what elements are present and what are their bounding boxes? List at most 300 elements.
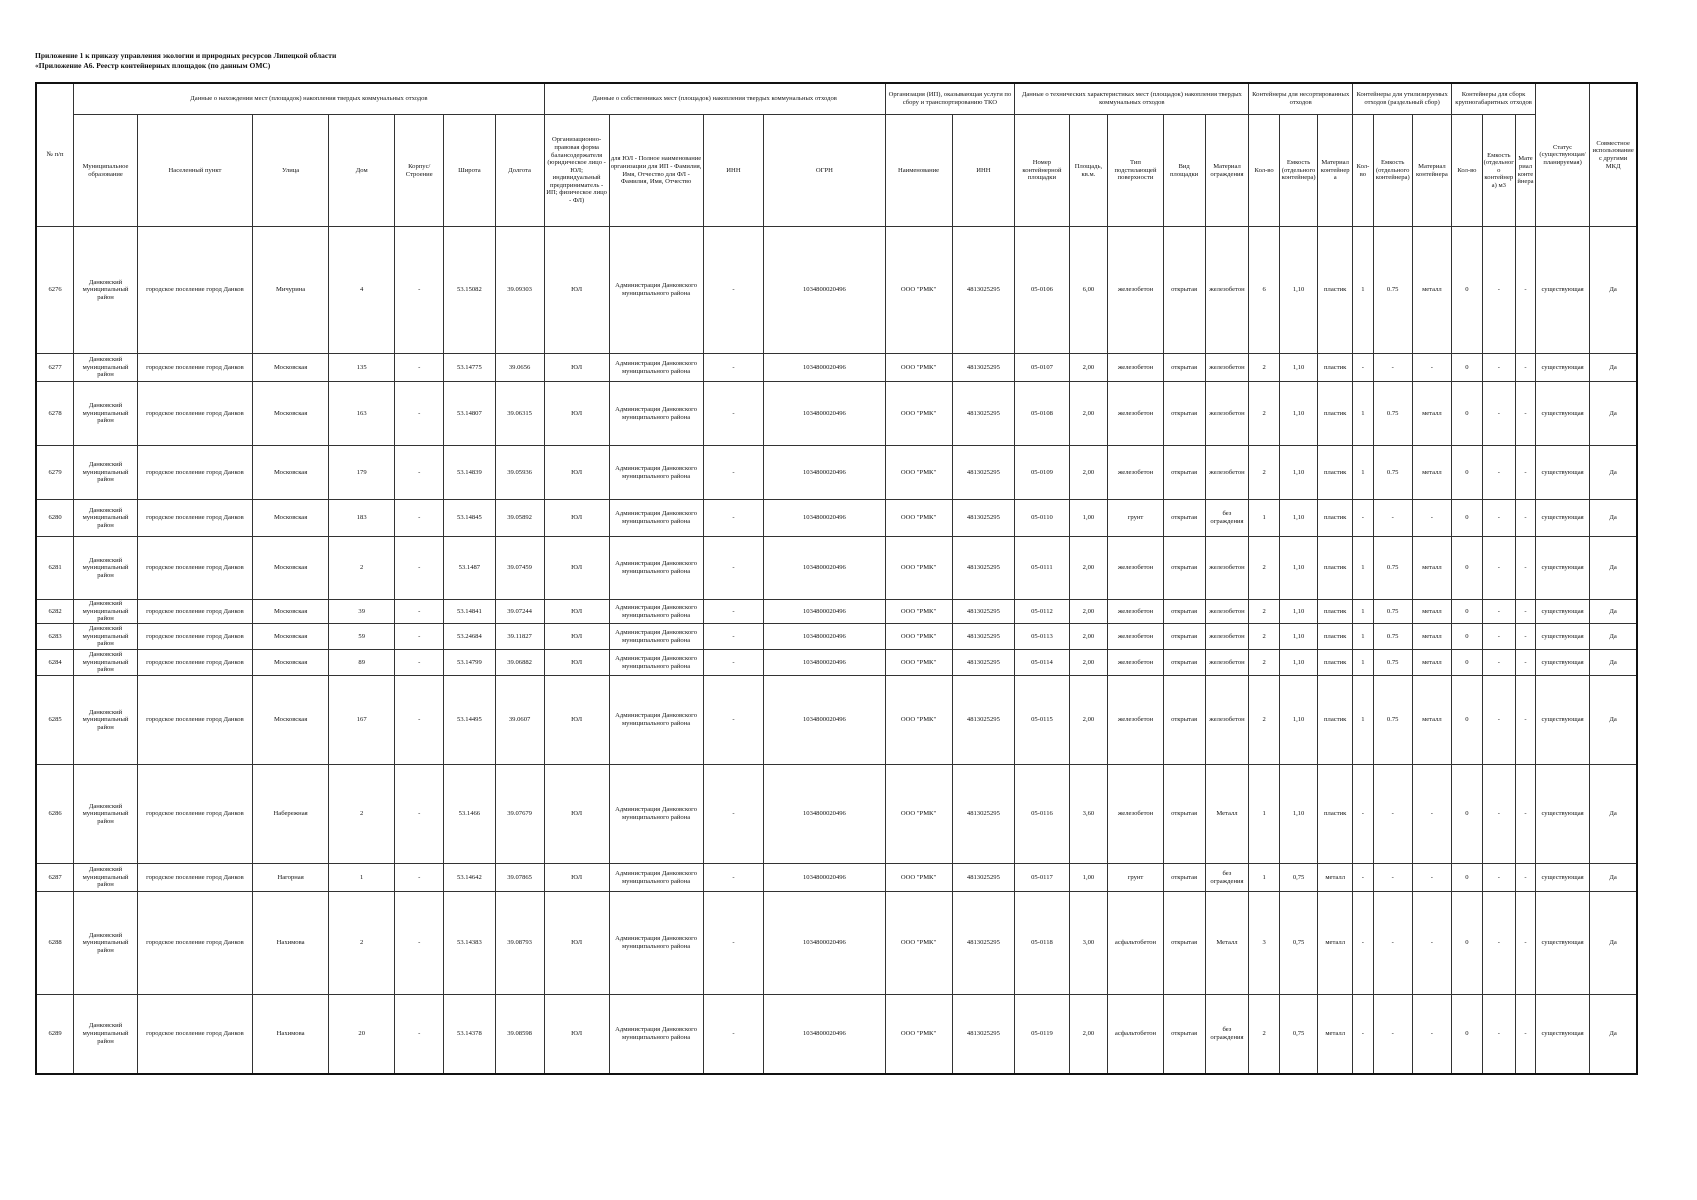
cell-bulky-qty: 0 [1452,995,1482,1074]
cell-status: существующая [1535,227,1589,354]
cell-owner-name: Администрация Данковского муниципального района [609,892,703,995]
cell-shared-use: Да [1590,227,1637,354]
cell-operator-name: ООО "РМК" [885,624,952,650]
cell-unsorted-qty: 1 [1249,864,1279,892]
cell-latitude: 53.14378 [444,995,495,1074]
cell-recycle-qty: 1 [1352,624,1373,650]
cell-owner-inn: - [703,676,764,765]
cell-recycle-qty: 1 [1352,600,1373,624]
header-bulky-group: Контейнеры для сборк крупногабаритных отходов [1452,83,1536,115]
cell-surface: железобетон [1108,537,1163,600]
cell-recycle-capacity: 0.75 [1373,446,1412,500]
cell-row-number: 6282 [36,600,74,624]
cell-recycle-capacity: - [1373,765,1412,864]
cell-area: 2,00 [1069,624,1108,650]
cell-status: существующая [1535,500,1589,537]
header-operator-inn: ИНН [952,115,1015,227]
cell-recycle-capacity: 0.75 [1373,227,1412,354]
cell-area: 2,00 [1069,446,1108,500]
cell-latitude: 53.24684 [444,624,495,650]
cell-shared-use: Да [1590,676,1637,765]
cell-shared-use: Да [1590,382,1637,446]
cell-site-number: 05-0106 [1015,227,1069,354]
header-street: Улица [252,115,328,227]
cell-house: 20 [329,995,395,1074]
cell-settlement: городское поселение город Данков [137,650,252,676]
cell-surface: железобетон [1108,382,1163,446]
cell-surface: железобетон [1108,624,1163,650]
cell-fence-material: железобетон [1205,227,1249,354]
cell-area: 2,00 [1069,600,1108,624]
cell-longitude: 39.05936 [495,446,544,500]
cell-recycle-qty: - [1352,864,1373,892]
header-owner-inn: ИНН [703,115,764,227]
cell-building: - [395,500,444,537]
cell-site-type: открытая [1163,864,1205,892]
cell-site-number: 05-0115 [1015,676,1069,765]
cell-status: существующая [1535,676,1589,765]
cell-site-number: 05-0116 [1015,765,1069,864]
cell-street: Мичурина [252,227,328,354]
cell-latitude: 53.14775 [444,354,495,382]
cell-status: существующая [1535,864,1589,892]
cell-bulky-qty: 0 [1452,624,1482,650]
cell-row-number: 6278 [36,382,74,446]
cell-bulky-qty: 0 [1452,676,1482,765]
cell-status: существующая [1535,995,1589,1074]
cell-ogrn: 1034800020496 [764,892,885,995]
cell-unsorted-material: пластик [1318,624,1353,650]
cell-status: существующая [1535,446,1589,500]
cell-longitude: 39.05892 [495,500,544,537]
cell-latitude: 53.14799 [444,650,495,676]
cell-municipality: Данковский муниципальный район [74,624,138,650]
header-location-group: Данные о нахождении мест (площадок) накопления твердых коммунальных отходов [74,83,545,115]
cell-house: 167 [329,676,395,765]
header-unsorted-group: Контейнеры для несортированных отходов [1249,83,1353,115]
cell-area: 1,00 [1069,864,1108,892]
cell-unsorted-capacity: 1,10 [1279,765,1318,864]
cell-ogrn: 1034800020496 [764,864,885,892]
table-row [36,354,1637,382]
cell-unsorted-capacity: 0,75 [1279,864,1318,892]
cell-municipality: Данковский муниципальный район [74,864,138,892]
cell-owner-name: Администрация Данковского муниципального района [609,227,703,354]
header-operator-name: Наименование [885,115,952,227]
cell-legal-form: ЮЛ [544,650,609,676]
cell-fence-material: без ограждения [1205,995,1249,1074]
cell-municipality: Данковский муниципальный район [74,500,138,537]
cell-bulky-material: - [1516,382,1536,446]
cell-owner-name: Администрация Данковского муниципального района [609,382,703,446]
cell-owner-inn: - [703,600,764,624]
cell-surface: асфальтобетон [1108,892,1163,995]
cell-site-number: 05-0119 [1015,995,1069,1074]
document-title-line-2: «Приложение А6. Реестр контейнерных площадок (по данным ОМС) [35,61,271,70]
cell-fence-material: железобетон [1205,624,1249,650]
cell-area: 2,00 [1069,382,1108,446]
cell-recycle-qty: 1 [1352,227,1373,354]
cell-owner-name: Администрация Данковского муниципального района [609,650,703,676]
cell-operator-name: ООО "РМК" [885,537,952,600]
cell-owner-name: Администрация Данковского муниципального района [609,537,703,600]
cell-ogrn: 1034800020496 [764,537,885,600]
cell-operator-name: ООО "РМК" [885,382,952,446]
table-row [36,995,1637,1074]
cell-operator-name: ООО "РМК" [885,765,952,864]
header-settlement: Населенный пункт [137,115,252,227]
cell-site-type: открытая [1163,650,1205,676]
cell-house: 4 [329,227,395,354]
table-row [36,892,1637,995]
cell-recycle-capacity: 0.75 [1373,600,1412,624]
header-site-number: Номер контейнерной площадки [1015,115,1069,227]
cell-bulky-material: - [1516,227,1536,354]
header-house: Дом [329,115,395,227]
cell-bulky-material: - [1516,676,1536,765]
table-row [36,864,1637,892]
cell-site-type: открытая [1163,382,1205,446]
cell-area: 2,00 [1069,676,1108,765]
cell-fence-material: железобетон [1205,600,1249,624]
cell-ogrn: 1034800020496 [764,600,885,624]
cell-ogrn: 1034800020496 [764,446,885,500]
header-bulky-material: Материал контейнера [1516,115,1536,227]
cell-site-type: открытая [1163,227,1205,354]
header-num: № п/п [36,83,74,227]
cell-unsorted-material: металл [1318,864,1353,892]
cell-owner-name: Администрация Данковского муниципального района [609,864,703,892]
cell-recycle-capacity: 0.75 [1373,676,1412,765]
cell-municipality: Данковский муниципальный район [74,892,138,995]
header-owner-group: Данные о собственниках мест (площадок) накопления твердых коммунальных отходов [544,83,885,115]
header-legal-form: Организационно-правовая форма балансодержателя (юридическое лицо - ЮЛ; индивидуальный предприниматель - ИП; физическое лицо - ФЛ) [544,115,609,227]
cell-unsorted-material: пластик [1318,600,1353,624]
cell-building: - [395,650,444,676]
header-surface: Тип подстилающей поверхности [1108,115,1163,227]
cell-operator-inn: 4813025295 [952,446,1015,500]
cell-bulky-material: - [1516,765,1536,864]
registry-body [36,227,1637,1074]
cell-unsorted-material: пластик [1318,676,1353,765]
cell-owner-inn: - [703,995,764,1074]
cell-site-type: открытая [1163,500,1205,537]
document-title [35,51,336,71]
cell-longitude: 39.07865 [495,864,544,892]
table-row [36,650,1637,676]
cell-operator-inn: 4813025295 [952,382,1015,446]
header-unsorted-capacity: Емкость (отдельного контейнера) [1279,115,1318,227]
cell-row-number: 6277 [36,354,74,382]
cell-surface: грунт [1108,500,1163,537]
cell-operator-inn: 4813025295 [952,995,1015,1074]
cell-site-number: 05-0113 [1015,624,1069,650]
cell-ogrn: 1034800020496 [764,676,885,765]
cell-bulky-qty: 0 [1452,765,1482,864]
cell-building: - [395,765,444,864]
cell-settlement: городское поселение город Данков [137,676,252,765]
cell-latitude: 53.14845 [444,500,495,537]
cell-operator-name: ООО "РМК" [885,600,952,624]
cell-status: существующая [1535,892,1589,995]
cell-status: существующая [1535,600,1589,624]
cell-latitude: 53.14642 [444,864,495,892]
header-recycle-qty: Кол-во [1352,115,1373,227]
cell-recycle-qty: - [1352,995,1373,1074]
cell-recycle-qty: - [1352,892,1373,995]
cell-longitude: 39.0607 [495,676,544,765]
cell-latitude: 53.14383 [444,892,495,995]
cell-bulky-qty: 0 [1452,650,1482,676]
cell-fence-material: Металл [1205,892,1249,995]
cell-unsorted-qty: 6 [1249,227,1279,354]
cell-operator-inn: 4813025295 [952,600,1015,624]
cell-street: Московская [252,650,328,676]
cell-fence-material: железобетон [1205,382,1249,446]
cell-bulky-qty: 0 [1452,227,1482,354]
cell-unsorted-qty: 2 [1249,354,1279,382]
header-bulky-qty: Кол-во [1452,115,1482,227]
cell-settlement: городское поселение город Данков [137,765,252,864]
cell-ogrn: 1034800020496 [764,765,885,864]
cell-ogrn: 1034800020496 [764,500,885,537]
cell-unsorted-material: металл [1318,995,1353,1074]
table-row [36,600,1637,624]
cell-unsorted-material: пластик [1318,500,1353,537]
cell-recycle-capacity: 0.75 [1373,382,1412,446]
cell-recycle-material: металл [1412,382,1452,446]
cell-fence-material: без ограждения [1205,500,1249,537]
cell-bulky-material: - [1516,500,1536,537]
cell-longitude: 39.09303 [495,227,544,354]
cell-bulky-qty: 0 [1452,500,1482,537]
cell-house: 1 [329,864,395,892]
cell-bulky-material: - [1516,864,1536,892]
header-site-type: Вид площадки [1163,115,1205,227]
cell-unsorted-material: пластик [1318,354,1353,382]
cell-longitude: 39.06882 [495,650,544,676]
cell-house: 2 [329,537,395,600]
cell-surface: железобетон [1108,354,1163,382]
cell-fence-material: железобетон [1205,676,1249,765]
cell-settlement: городское поселение город Данков [137,500,252,537]
cell-unsorted-qty: 2 [1249,446,1279,500]
table-row [36,446,1637,500]
cell-building: - [395,624,444,650]
cell-municipality: Данковский муниципальный район [74,995,138,1074]
cell-site-number: 05-0114 [1015,650,1069,676]
header-owner-name: для ЮЛ - Полное наименование организации для ИП - Фамилия, Имя, Отчество для ФЛ - Фамилия, Имя, Отчество [609,115,703,227]
cell-building: - [395,864,444,892]
header-unsorted-material: Материал контейнера [1318,115,1353,227]
cell-unsorted-qty: 2 [1249,676,1279,765]
cell-owner-name: Администрация Данковского муниципального района [609,354,703,382]
cell-settlement: городское поселение город Данков [137,446,252,500]
cell-owner-inn: - [703,500,764,537]
cell-bulky-capacity: - [1482,600,1515,624]
cell-shared-use: Да [1590,537,1637,600]
header-recycle-group: Контейнеры для утилизируемых отходов (раздельный сбор) [1352,83,1451,115]
cell-shared-use: Да [1590,650,1637,676]
cell-unsorted-capacity: 1,10 [1279,600,1318,624]
cell-owner-name: Администрация Данковского муниципального района [609,624,703,650]
container-sites-registry-table [35,82,1638,1075]
cell-building: - [395,446,444,500]
cell-bulky-capacity: - [1482,227,1515,354]
cell-settlement: городское поселение город Данков [137,354,252,382]
header-latitude: Широта [444,115,495,227]
cell-bulky-capacity: - [1482,537,1515,600]
cell-recycle-material: металл [1412,624,1452,650]
cell-row-number: 6288 [36,892,74,995]
cell-unsorted-material: пластик [1318,765,1353,864]
cell-latitude: 53.14495 [444,676,495,765]
cell-building: - [395,382,444,446]
cell-bulky-qty: 0 [1452,354,1482,382]
cell-row-number: 6285 [36,676,74,765]
cell-status: существующая [1535,354,1589,382]
cell-recycle-material: металл [1412,537,1452,600]
cell-recycle-material: - [1412,892,1452,995]
cell-ogrn: 1034800020496 [764,650,885,676]
cell-settlement: городское поселение город Данков [137,995,252,1074]
header-ogrn: ОГРН [764,115,885,227]
cell-fence-material: железобетон [1205,537,1249,600]
cell-recycle-material: - [1412,995,1452,1074]
cell-legal-form: ЮЛ [544,537,609,600]
cell-house: 179 [329,446,395,500]
cell-recycle-capacity: - [1373,995,1412,1074]
cell-operator-inn: 4813025295 [952,864,1015,892]
cell-municipality: Данковский муниципальный район [74,537,138,600]
cell-site-number: 05-0110 [1015,500,1069,537]
cell-settlement: городское поселение город Данков [137,600,252,624]
cell-street: Московская [252,354,328,382]
cell-recycle-qty: 1 [1352,676,1373,765]
cell-longitude: 39.08793 [495,892,544,995]
cell-owner-inn: - [703,354,764,382]
cell-legal-form: ЮЛ [544,676,609,765]
cell-legal-form: ЮЛ [544,995,609,1074]
cell-building: - [395,537,444,600]
cell-site-type: открытая [1163,600,1205,624]
cell-ogrn: 1034800020496 [764,995,885,1074]
cell-operator-inn: 4813025295 [952,676,1015,765]
cell-settlement: городское поселение город Данков [137,624,252,650]
table-row [36,765,1637,864]
header-longitude: Долгота [495,115,544,227]
cell-recycle-capacity: - [1373,354,1412,382]
cell-owner-inn: - [703,624,764,650]
header-status: Статус (существующая/ планируемая) [1535,83,1589,227]
cell-owner-inn: - [703,650,764,676]
cell-bulky-qty: 0 [1452,600,1482,624]
cell-house: 89 [329,650,395,676]
cell-operator-inn: 4813025295 [952,892,1015,995]
cell-house: 39 [329,600,395,624]
cell-house: 135 [329,354,395,382]
group-header-row [36,83,1637,115]
cell-site-number: 05-0111 [1015,537,1069,600]
cell-latitude: 53.14807 [444,382,495,446]
cell-operator-name: ООО "РМК" [885,650,952,676]
cell-site-type: открытая [1163,354,1205,382]
cell-latitude: 53.1487 [444,537,495,600]
header-recycle-material: Материал контейнера [1412,115,1452,227]
cell-operator-name: ООО "РМК" [885,354,952,382]
cell-operator-inn: 4813025295 [952,227,1015,354]
cell-street: Московская [252,624,328,650]
cell-shared-use: Да [1590,995,1637,1074]
cell-legal-form: ЮЛ [544,446,609,500]
cell-legal-form: ЮЛ [544,500,609,537]
cell-row-number: 6284 [36,650,74,676]
cell-site-number: 05-0108 [1015,382,1069,446]
cell-bulky-material: - [1516,537,1536,600]
cell-area: 2,00 [1069,537,1108,600]
cell-settlement: городское поселение город Данков [137,892,252,995]
cell-unsorted-material: пластик [1318,537,1353,600]
cell-operator-name: ООО "РМК" [885,500,952,537]
cell-legal-form: ЮЛ [544,624,609,650]
cell-settlement: городское поселение город Данков [137,864,252,892]
cell-operator-inn: 4813025295 [952,537,1015,600]
cell-site-type: открытая [1163,765,1205,864]
header-unsorted-qty: Кол-во [1249,115,1279,227]
cell-site-type: открытая [1163,892,1205,995]
cell-fence-material: Металл [1205,765,1249,864]
cell-owner-name: Администрация Данковского муниципального района [609,600,703,624]
cell-site-type: открытая [1163,537,1205,600]
cell-bulky-capacity: - [1482,446,1515,500]
cell-house: 163 [329,382,395,446]
cell-recycle-qty: 1 [1352,650,1373,676]
cell-row-number: 6276 [36,227,74,354]
cell-building: - [395,995,444,1074]
cell-bulky-capacity: - [1482,676,1515,765]
header-bulky-capacity: Емкость (отдельного контейнера) м3 [1482,115,1515,227]
cell-surface: железобетон [1108,227,1163,354]
cell-surface: железобетон [1108,446,1163,500]
header-municipality: Муниципальное образование [74,115,138,227]
cell-status: существующая [1535,650,1589,676]
cell-bulky-capacity: - [1482,650,1515,676]
cell-unsorted-qty: 2 [1249,650,1279,676]
cell-operator-inn: 4813025295 [952,500,1015,537]
cell-owner-name: Администрация Данковского муниципального района [609,446,703,500]
cell-settlement: городское поселение город Данков [137,227,252,354]
cell-area: 6,00 [1069,227,1108,354]
cell-bulky-capacity: - [1482,765,1515,864]
cell-surface: грунт [1108,864,1163,892]
cell-latitude: 53.14841 [444,600,495,624]
cell-recycle-qty: - [1352,500,1373,537]
table-row [36,382,1637,446]
cell-longitude: 39.08598 [495,995,544,1074]
cell-bulky-capacity: - [1482,382,1515,446]
cell-settlement: городское поселение город Данков [137,537,252,600]
cell-recycle-qty: - [1352,354,1373,382]
cell-unsorted-capacity: 1,10 [1279,624,1318,650]
cell-recycle-material: металл [1412,600,1452,624]
cell-bulky-capacity: - [1482,864,1515,892]
cell-site-number: 05-0118 [1015,892,1069,995]
cell-owner-inn: - [703,864,764,892]
cell-status: существующая [1535,765,1589,864]
cell-operator-name: ООО "РМК" [885,892,952,995]
cell-area: 3,00 [1069,892,1108,995]
cell-owner-inn: - [703,446,764,500]
